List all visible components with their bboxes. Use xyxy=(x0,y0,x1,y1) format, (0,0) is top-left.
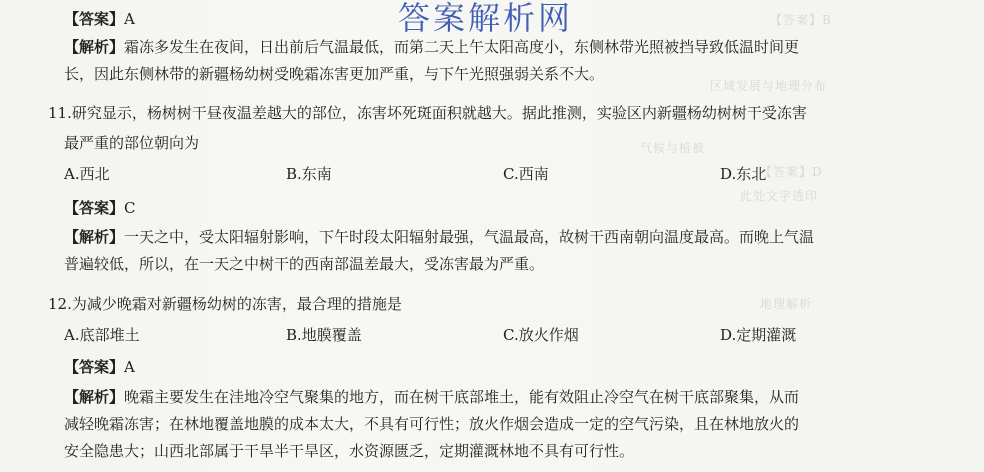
q12-question-text-1: 为减少晚霜对新疆杨幼树的冻害，最合理的措施是 xyxy=(71,295,402,313)
q10-answer: A xyxy=(124,10,135,28)
q10-answer-line xyxy=(64,7,135,32)
q11-option-b[interactable]: B.东南 xyxy=(286,165,332,183)
q12-answer: A xyxy=(124,358,135,376)
q12-analysis-line-1 xyxy=(64,385,799,410)
q11-answer-line xyxy=(64,196,136,221)
q12-option-b[interactable]: B.地膜覆盖 xyxy=(286,326,362,344)
q10-analysis-text-1: 霜冻多发生在夜间，日出前后气温最低，而第二天上午太阳高度小，东侧林带光照被挡导致低温时间更 xyxy=(124,38,800,56)
q12-option-c[interactable]: C.放火作烟 xyxy=(503,326,579,344)
analysis-label: 【解析】 xyxy=(64,38,125,56)
q10-analysis-line-1 xyxy=(64,35,799,60)
answer-label: 【答案】 xyxy=(64,199,125,217)
q12-analysis-line-2: 减轻晚霜冻害；在林地覆盖地膜的成本太大，不具有可行性；放火作烟会造成一定的空气污染，且在林地放火的 xyxy=(64,415,800,433)
q11-question-line-1 xyxy=(48,101,807,126)
bleed-through-text: 此处文字透印 xyxy=(740,189,819,203)
q10-analysis-line-2: 长，因此东侧林带的新疆杨幼树受晚霜冻害更加严重，与下午光照强弱关系不大。 xyxy=(64,65,605,83)
q11-question-text-1: 研究显示，杨树树干昼夜温差越大的部位，冻害坏死斑面积就越大。据此推测，实验区内新疆杨幼树树干受冻害 xyxy=(71,104,807,122)
q12-option-d[interactable]: D.定期灌溉 xyxy=(720,326,797,344)
q11-option-d[interactable]: D.东北 xyxy=(720,165,767,183)
bleed-through-text: 气候与植被 xyxy=(640,141,706,155)
analysis-label: 【解析】 xyxy=(64,228,125,246)
q12-analysis-line-3: 安全隐患大；山西北部属于干旱半干旱区，水资源匮乏，定期灌溉林地不具有可行性。 xyxy=(64,442,635,460)
q11-analysis-line-2: 普遍较低，所以，在一天之中树干的西南部温差最大，受冻害最为严重。 xyxy=(64,255,545,273)
q11-analysis-text-1: 一天之中，受太阳辐射影响，下午时段太阳辐射最强，气温最高，故树干西南朝向温度最高。而晚上气温 xyxy=(124,228,815,246)
answer-label: 【答案】 xyxy=(64,10,125,28)
q12-question-line-1 xyxy=(48,292,402,317)
q11-analysis-line-1 xyxy=(64,225,814,250)
bleed-through-text: 【答案】B xyxy=(770,13,832,27)
q12-option-a[interactable]: A.底部堆土 xyxy=(64,326,140,344)
site-watermark: 答案解析网 xyxy=(398,0,574,36)
q11-option-a[interactable]: A.西北 xyxy=(64,165,110,183)
q12-answer-line xyxy=(64,355,135,380)
answer-label: 【答案】 xyxy=(64,358,125,376)
q11-number: 11. xyxy=(48,104,72,122)
bleed-through-text: 区域发展与地理分布 xyxy=(710,79,828,93)
q11-answer: C xyxy=(124,199,136,217)
q11-question-line-2: 最严重的部位朝向为 xyxy=(64,134,200,152)
bleed-through-text: 地理解析 xyxy=(760,297,813,311)
analysis-label: 【解析】 xyxy=(64,388,125,406)
q11-option-c[interactable]: C.西南 xyxy=(503,165,549,183)
q12-number: 12. xyxy=(48,295,72,313)
q12-analysis-text-1: 晚霜主要发生在洼地冷空气聚集的地方，而在树干底部堆土，能有效阻止冷空气在树干底部聚集，从而 xyxy=(124,388,800,406)
bleed-through-text: 【答案】D xyxy=(760,165,823,179)
